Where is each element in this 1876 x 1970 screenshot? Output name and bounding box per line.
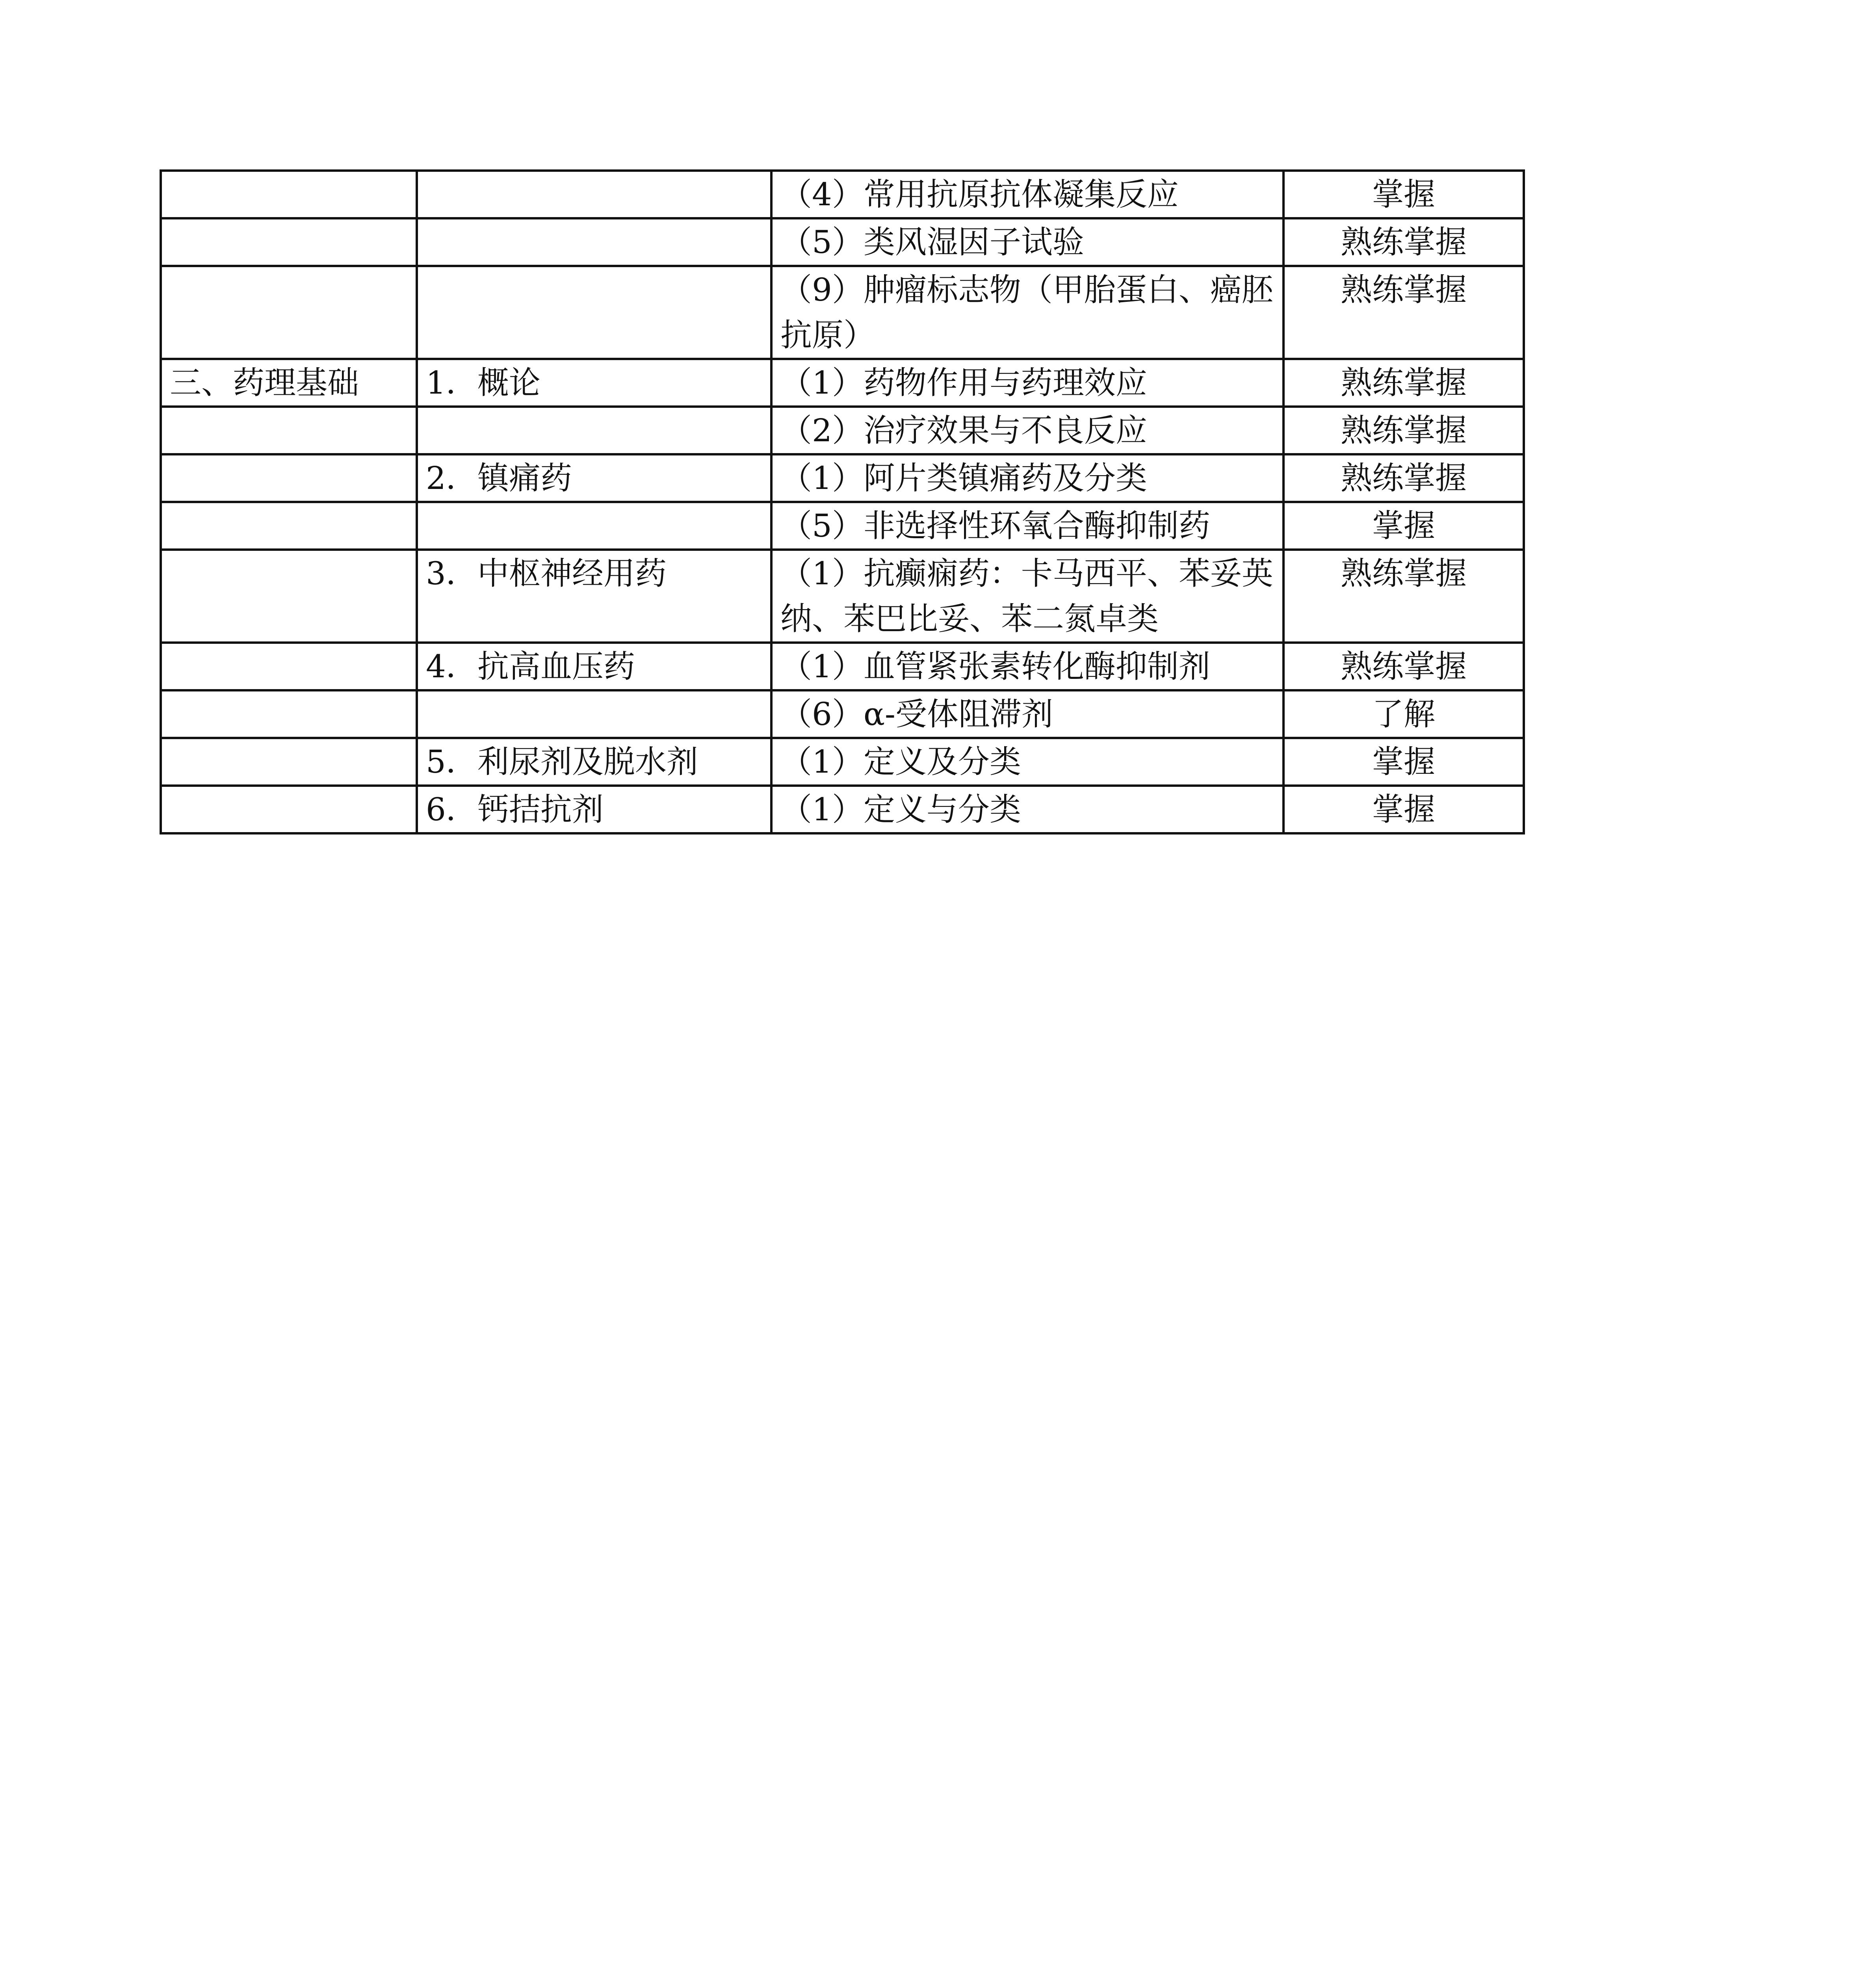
table-row <box>161 643 1524 690</box>
cell-topic <box>417 690 771 738</box>
cell-item: （1）药物作用与药理效应 <box>771 359 1283 407</box>
cell-section <box>161 502 417 550</box>
cell-section <box>161 407 417 454</box>
cell-item: （1）抗癫痫药：卡马西平、苯妥英纳、苯巴比妥、苯二氮卓类 <box>771 550 1283 643</box>
table-row <box>161 407 1524 454</box>
cell-section <box>161 454 417 502</box>
cell-item: （1）血管紧张素转化酶抑制剂 <box>771 643 1283 690</box>
table-row <box>161 738 1524 786</box>
table-row <box>161 690 1524 738</box>
table-row <box>161 171 1524 218</box>
table-row <box>161 359 1524 407</box>
cell-topic <box>417 266 771 359</box>
cell-section <box>161 171 417 218</box>
cell-level: 熟练掌握 <box>1283 266 1524 359</box>
cell-section: 三、药理基础 <box>161 359 417 407</box>
cell-item: （1）定义及分类 <box>771 738 1283 786</box>
cell-topic: 2．镇痛药 <box>417 454 771 502</box>
cell-level: 熟练掌握 <box>1283 454 1524 502</box>
cell-level: 熟练掌握 <box>1283 218 1524 266</box>
cell-topic <box>417 502 771 550</box>
cell-topic: 4．抗高血压药 <box>417 643 771 690</box>
cell-level: 掌握 <box>1283 502 1524 550</box>
cell-level: 熟练掌握 <box>1283 407 1524 454</box>
cell-section <box>161 786 417 833</box>
cell-item: （1）阿片类镇痛药及分类 <box>771 454 1283 502</box>
cell-item: （6）α-受体阻滞剂 <box>771 690 1283 738</box>
table-row <box>161 550 1524 643</box>
syllabus-table <box>160 169 1525 834</box>
cell-section <box>161 738 417 786</box>
table-row <box>161 786 1524 833</box>
cell-topic: 1．概论 <box>417 359 771 407</box>
cell-topic <box>417 218 771 266</box>
cell-topic: 3．中枢神经用药 <box>417 550 771 643</box>
cell-topic: 6．钙拮抗剂 <box>417 786 771 833</box>
cell-level: 掌握 <box>1283 171 1524 218</box>
cell-item: （5）类风湿因子试验 <box>771 218 1283 266</box>
cell-level: 掌握 <box>1283 786 1524 833</box>
cell-item: （9）肿瘤标志物（甲胎蛋白、癌胚抗原） <box>771 266 1283 359</box>
cell-section <box>161 550 417 643</box>
cell-topic <box>417 171 771 218</box>
cell-item: （2）治疗效果与不良反应 <box>771 407 1283 454</box>
table-row <box>161 266 1524 359</box>
cell-section <box>161 690 417 738</box>
cell-level: 熟练掌握 <box>1283 643 1524 690</box>
cell-topic <box>417 407 771 454</box>
cell-level: 熟练掌握 <box>1283 550 1524 643</box>
table-row <box>161 218 1524 266</box>
cell-level: 熟练掌握 <box>1283 359 1524 407</box>
syllabus-body <box>161 171 1524 833</box>
table-row <box>161 454 1524 502</box>
cell-level: 掌握 <box>1283 738 1524 786</box>
cell-topic: 5．利尿剂及脱水剂 <box>417 738 771 786</box>
cell-item: （4）常用抗原抗体凝集反应 <box>771 171 1283 218</box>
cell-item: （1）定义与分类 <box>771 786 1283 833</box>
cell-level: 了解 <box>1283 690 1524 738</box>
table-row <box>161 502 1524 550</box>
cell-section <box>161 643 417 690</box>
cell-section <box>161 266 417 359</box>
cell-section <box>161 218 417 266</box>
cell-item: （5）非选择性环氧合酶抑制药 <box>771 502 1283 550</box>
